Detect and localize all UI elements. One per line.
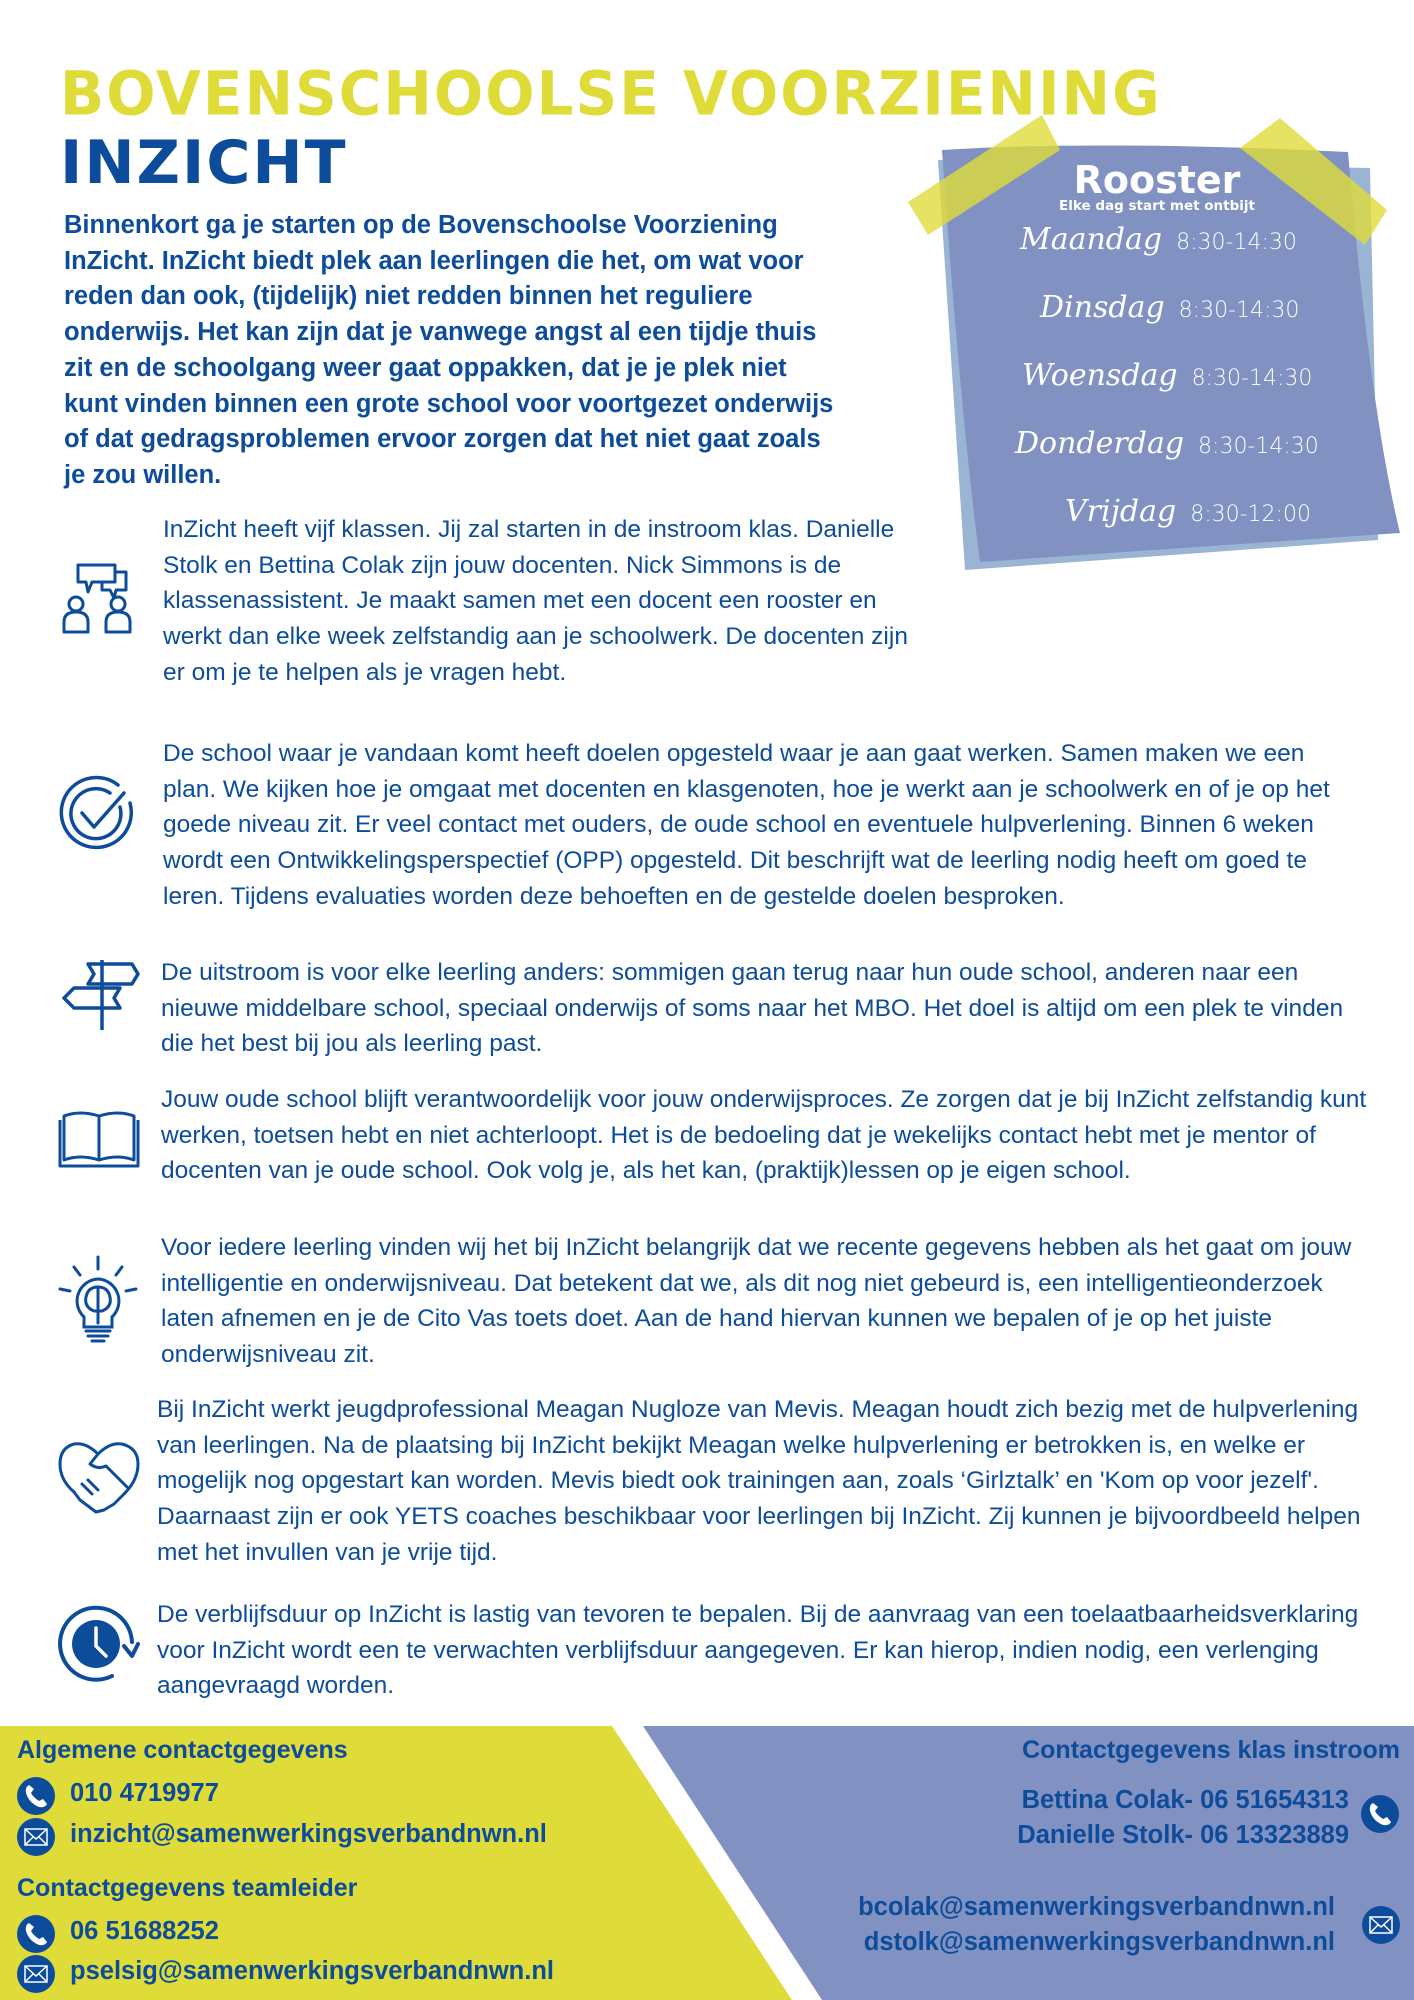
instroom-phone-bettina[interactable]: Bettina Colak- 06 51654313 (1021, 1786, 1349, 1814)
signpost-icon (60, 958, 140, 1037)
day-label: Vrijdag (1065, 494, 1177, 529)
lightbulb-brain-icon (56, 1255, 140, 1352)
teamleader-contact-heading: Contactgegevens teamleider (17, 1874, 358, 1902)
general-phone-link[interactable]: 010 4719977 (70, 1779, 219, 1807)
instroom-phone-danielle[interactable]: Danielle Stolk- 06 13323889 (1017, 1821, 1349, 1849)
instroom-email-bcolak[interactable]: bcolak@samenwerkingsverbandnwn.nl (858, 1893, 1335, 1921)
general-contact-heading: Algemene contactgegevens (17, 1736, 348, 1764)
phone-icon (17, 1915, 55, 1953)
day-label: Dinsdag (1040, 290, 1165, 325)
schedule-row (1015, 426, 1319, 461)
general-email-link[interactable]: inzicht@samenwerkingsverbandnwn.nl (70, 1820, 547, 1848)
section-text: Voor iedere leerling vinden wij het bij InZicht belangrijk dat we recente gegevens hebben als het gaat om jouw intelligentie en onderwijsniveau. Dat betekent dat we, als dit nog niet gebeurd is, een intelligentieonderzoek laten afnemen en je de Cito Vas toets doet. Aan de hand hiervan kunnen we bepalen of je op het juiste onderwijsniveau zit. (161, 1234, 1352, 1369)
email-icon (17, 1955, 55, 1993)
open-book-icon (58, 1110, 140, 1175)
day-label: Maandag (1020, 222, 1163, 257)
teamleader-phone-link[interactable]: 06 51688252 (70, 1917, 219, 1945)
rooster-title: Rooster (1073, 158, 1241, 202)
intro-paragraph: Binnenkort ga je starten op de Bovenschoolse Voorziening InZicht. InZicht biedt plek aan leerlingen die het, om wat voor reden dan ook, (tijdelijk) niet redden binnen het reguliere onderwijs. Het kan zijn dat je vanwege angst al een tijdje thuis zit en de schoolgang weer gaat oppakken, dat je je plek niet kunt vinden binnen een grote school voor voortgezet onderwijs of dat gedragsproblemen ervoor zorgen dat het niet gaat zoals je zou willen. (64, 211, 834, 489)
section-text: Jouw oude school blijft verantwoordelijk voor jouw onderwijsproces. Ze zorgen dat je bij InZicht zelfstandig kunt werken, toetsen hebt en niet achterloopt. Het is de bedoeling dat je wekelijks contact hebt met je mentor of docenten van je oude school. Ook volg je, als het kan, (praktijk)lessen op je eigen school. (161, 1086, 1367, 1185)
schedule-row (1040, 290, 1299, 325)
day-label: Donderdag (1015, 426, 1185, 461)
conversation-icon (60, 560, 140, 645)
day-time: 8:30-14:30 (1198, 434, 1319, 459)
phone-icon (1361, 1795, 1399, 1833)
day-time: 8:30-14:30 (1191, 366, 1313, 391)
section-text: InZicht heeft vijf klassen. Jij zal starten in de instroom klas. Danielle Stolk en Bettina Colak zijn jouw docenten. Nick Simmons is de klassenassistent. Je maakt samen met een docent een rooster en werkt dan elke week zelfstandig aan je schoolwerk. De docenten zijn er om je te helpen als je vragen hebt. (163, 516, 908, 686)
section-text: De verblijfsduur op InZicht is lastig van tevoren te bepalen. Bij de aanvraag van een toelaatbaarheidsverklaring voor InZicht wordt een te verwachten verblijfsduur aangegeven. Er kan hierop, indien nodig, een verlenging aangevraagd worden. (157, 1601, 1359, 1700)
rooster-note (900, 110, 1414, 580)
email-icon (1362, 1906, 1400, 1944)
rooster-subtitle: Elke dag start met ontbijt (1059, 198, 1255, 214)
checkmark-target-icon (58, 775, 136, 858)
title-line-2: INZICHT (60, 128, 348, 198)
teamleader-email-link[interactable]: pselsig@samenwerkingsverbandnwn.nl (70, 1957, 555, 1985)
schedule-row (1020, 222, 1297, 257)
schedule-row (1022, 358, 1312, 393)
phone-icon (17, 1777, 55, 1815)
email-icon (17, 1818, 55, 1856)
clock-refresh-icon (52, 1602, 140, 1691)
handshake-heart-icon (58, 1440, 140, 1523)
day-label: Woensdag (1022, 358, 1178, 393)
instroom-contact-heading: Contactgegevens klas instroom (1022, 1736, 1400, 1764)
instroom-email-dstolk[interactable]: dstolk@samenwerkingsverbandnwn.nl (863, 1928, 1335, 1956)
day-time: 8:30-14:30 (1178, 298, 1300, 323)
title-line-1: BOVENSCHOOLSE VOORZIENING (60, 58, 1162, 130)
day-time: 8:30-12:00 (1190, 502, 1311, 527)
day-time: 8:30-14:30 (1176, 230, 1297, 255)
section-text: De school waar je vandaan komt heeft doelen opgesteld waar je aan gaat werken. Samen maken we een plan. We kijken hoe je omgaat met docenten en klasgenoten, hoe je werkt aan je schoolwerk en of je op het goede niveau zit. Er veel contact met ouders, de oude school en eventuele hulpverlening. Binnen 6 weken wordt een Ontwikkelingsperspectief (OPP) opgesteld. Dit beschrijft wat de leerling nodig heeft om goed te leren. Tijdens evaluaties worden deze behoeften en de gestelde doelen besproken. (163, 740, 1330, 910)
section-text: De uitstroom is voor elke leerling anders: sommigen gaan terug naar hun oude school, anderen naar een nieuwe middelbare school, speciaal onderwijs of soms naar het MBO. Het doel is altijd om een plek te vinden die het best bij jou als leerling past. (161, 959, 1344, 1058)
schedule-row (1065, 494, 1311, 529)
section-text: Bij InZicht werkt jeugdprofessional Meagan Nugloze van Mevis. Meagan houdt zich bezig met de hulpverlening van leerlingen. Na de plaatsing bij InZicht bekijkt Meagan welke hulpverlening er betrokken is, en welke er mogelijk nog opgestart kan worden. Mevis biedt ook trainingen aan, zoals ‘Girlztalk’ en 'Kom op voor jezelf'. Daarnaast zijn er ook YETS coaches beschikbaar voor leerlingen bij InZicht. Zij kunnen je bijvoordbeeld helpen met het invullen van je vrije tijd. (157, 1396, 1361, 1566)
